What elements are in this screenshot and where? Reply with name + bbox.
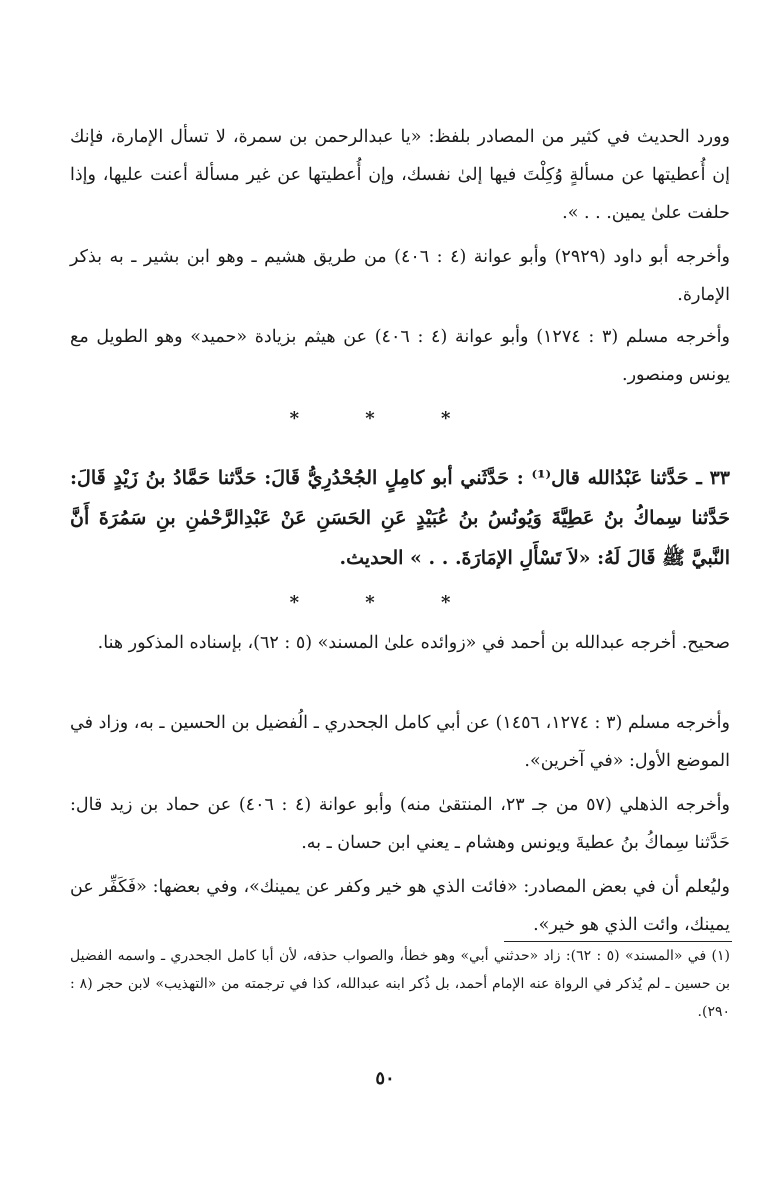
section-separator-stars: * * * xyxy=(289,592,481,613)
paragraph-note-variants: وليُعلم أن في بعض المصادر: «فائت الذي هو خير وكفر عن يمينك»، وفي بعضها: «فَكَفِّر عن يمينك، وائت الذي هو خير». xyxy=(70,877,730,935)
paragraph-grading: صحيح. أخرجه عبدالله بن أحمد في «زوائده علىٰ المسند» (٥ : ٦٢)، بإسناده المذكور هنا. xyxy=(97,633,730,653)
paragraph-hadith-wording: وورد الحديث في كثير من المصادر بلفظ: «يا عبدالرحمن بن سمرة، لا تسأل الإمارة، فإنك إن أُعطيتها عن مسألةٍ وُكِلْتَ فيها إلىٰ نفسك، وإن أُعطيتها عن غير مسألة أعنت عليها، وإذا حلفت علىٰ يمين. . . ». xyxy=(70,127,730,223)
hadith-33-text: ٣٣ ـ حَدَّثنا عَبْدُالله قال⁽¹⁾ : حَدَّثَني أبو كامِلٍ الجُحْدُرِيُّ قَالَ: حَدَّثنا حَمَّادُ بنُ زَيْدٍ قَالَ: حَدَّثنا سِماكُ بنُ عَطِيَّةَ وَيُونُسُ بنُ عُبَيْدٍ عَنِ الحَسَنِ عَنْ عَبْدِالرَّحْمٰنِ بنِ سَمُرَةَ أَنَّ النَّبيَّ ﷺ قَالَ لَهُ: «لاَ تَسْأَلِ الإمَارَةَ. . . » الحديث. xyxy=(70,467,730,569)
paragraph-takhrij-muslim-2: وأخرجه مسلم (٣ : ١٢٧٤، ١٤٥٦) عن أبي كامل الجحدري ـ الُفضيل بن الحسين ـ به، وزاد في الموضع الأول: «في آخرين». xyxy=(70,713,730,771)
section-separator-stars: * * * xyxy=(289,408,481,429)
paragraph-takhrij-muslim: وأخرجه مسلم (٣ : ١٢٧٤) وأبو عوانة (٤ : ٤٠٦) عن هيثم بزيادة «حميد» وهو الطويل مع يونس ومنصور. xyxy=(70,327,730,385)
paragraph-takhrij-dhuhli: وأخرجه الذهلي (٥٧ من جـ ٢٣، المنتقىٰ منه) وأبو عوانة (٤ : ٤٠٦) عن حماد بن زيد قال: حَدَّثنا سِماكُ بنُ عطيةَ ويونس وهشام ـ يعني ابن حسان ـ به. xyxy=(70,795,730,853)
footnote-1: (١) في «المسند» (٥ : ٦٢): زاد «حدثني أبي» وهو خطأ، والصواب حذفه، لأن أبا كامل الجحدري ـ واسمه الفضيل بن حسين ـ لم يُذكر في الرواة عنه الإمام أحمد، بل ذُكر ابنه عبدالله، كذا في ترجمته من «التهذيب» لابن حجر (٨ : ٢٩٠). xyxy=(70,948,731,1020)
page-number: ٥٠ xyxy=(375,1068,395,1089)
paragraph-takhrij-abu-dawud: وأخرجه أبو داود (٢٩٢٩) وأبو عوانة (٤ : ٤٠٦) من طريق هشيم ـ وهو ابن بشير ـ به بذكر الإمارة. xyxy=(70,247,730,305)
